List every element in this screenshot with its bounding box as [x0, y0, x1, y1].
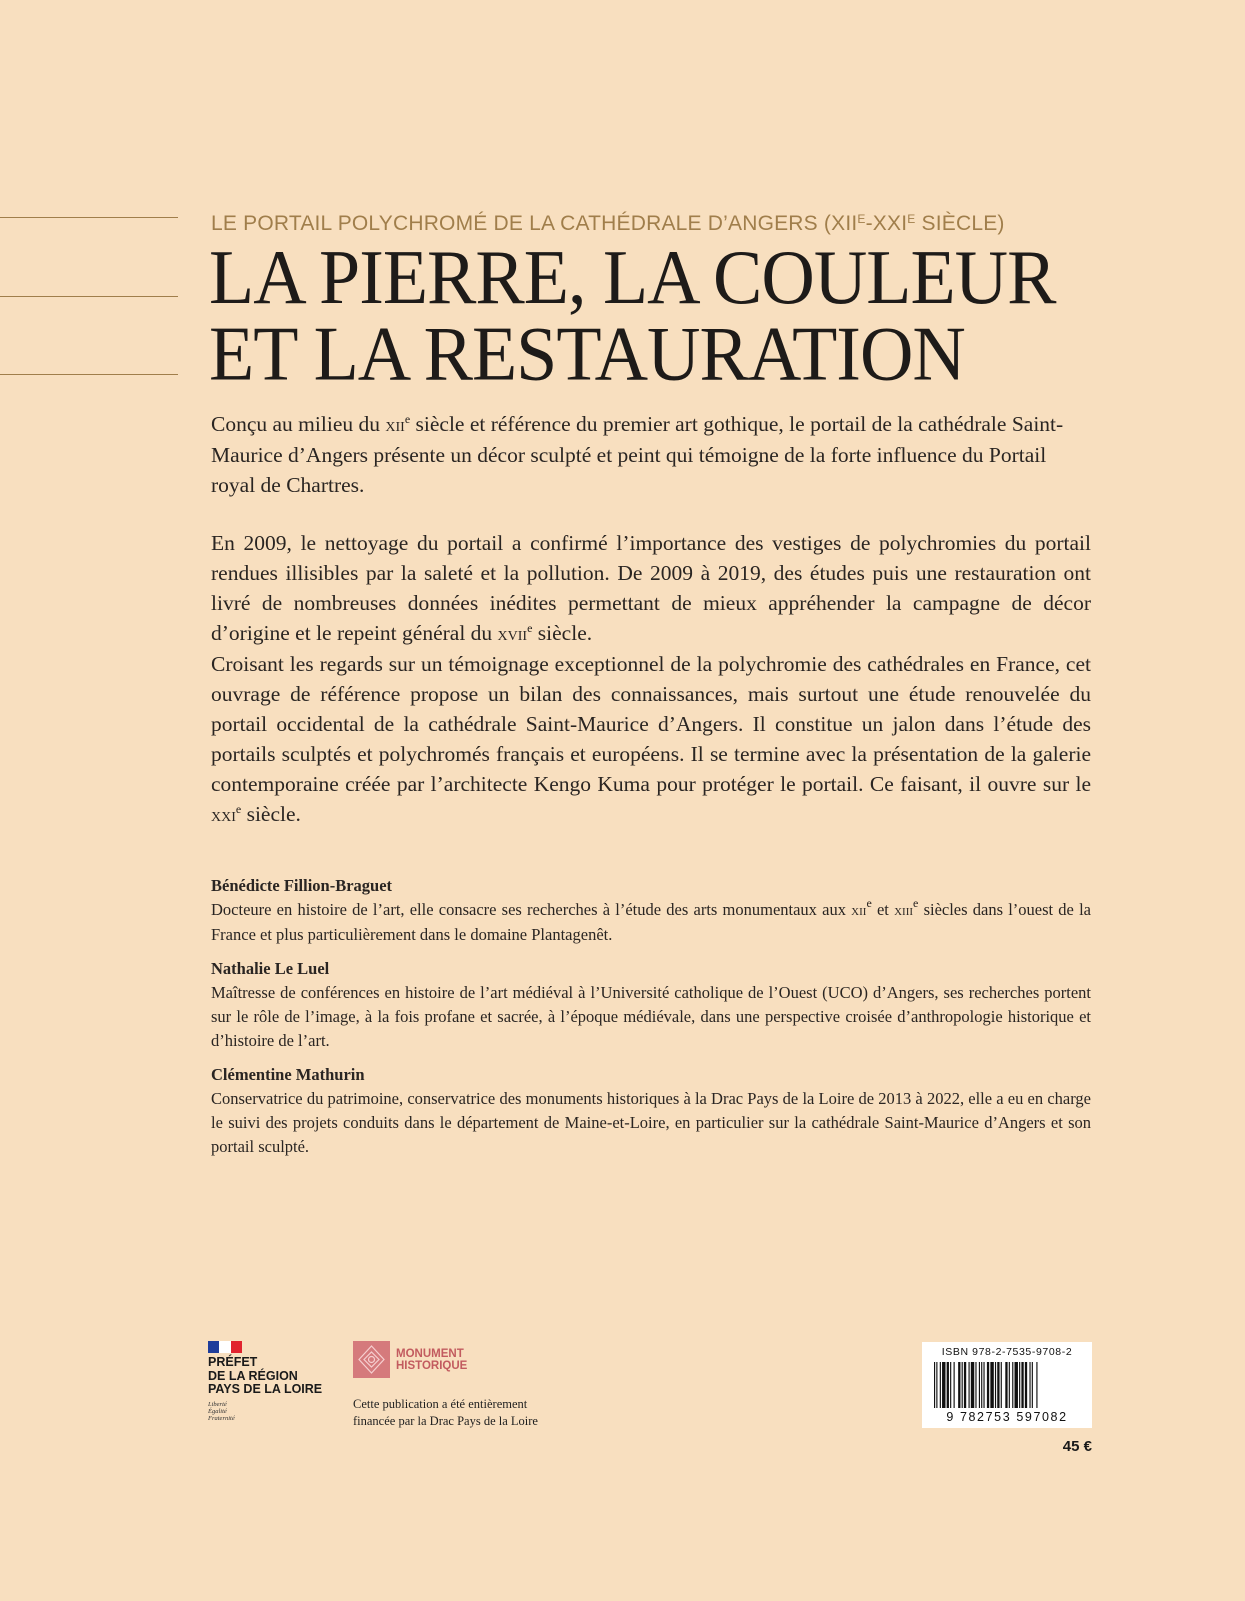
- title-line: ET LA RESTAURATION: [209, 311, 965, 398]
- isbn-label: ISBN 978-2-7535-9708-2: [941, 1346, 1073, 1358]
- author-bios: [211, 874, 1091, 1169]
- text-run: Docteure en histoire de l’art, elle consacre ses recherches à l’étude des arts monumentaux aux: [211, 900, 852, 919]
- logo-text: HISTORIQUE: [396, 1359, 468, 1372]
- motto-text: Égalité: [208, 1407, 227, 1415]
- subtitle-text: SIÈCLE): [915, 212, 1005, 235]
- superscript: e: [527, 621, 533, 635]
- description-paragraphs: [211, 528, 1091, 830]
- superscript: e: [404, 412, 411, 426]
- author-description: Maîtresse de conférences en histoire de l’art médiéval à l’Université catholique de l’Ouest (UCO) d’Angers, ses recherches portent sur le rôle de l’image, à la fois profane et sacrée, à l’époque médiévale, dans une perspective croisée d’anthropologie historique et d’histoire de l’art.: [211, 983, 1091, 1050]
- decorative-rule: [0, 296, 178, 297]
- description-paragraph: [211, 528, 1091, 649]
- logo-text: DE LA RÉGION: [208, 1368, 298, 1383]
- author-bio: [211, 874, 1091, 947]
- century-numeral: xiii: [894, 902, 914, 919]
- text-run: siècle et référence du premier art gothique, le portail de la cathédrale Saint-Maurice d’Angers présente un décor sculpté et peint qui témoigne de la forte influence du Portail royal de Chartres.: [211, 412, 1064, 497]
- french-flag-icon: [208, 1341, 242, 1353]
- funding-text: Cette publication a été entièrement: [353, 1397, 528, 1411]
- text-run: siècle.: [241, 802, 301, 826]
- author-bio: [211, 1063, 1091, 1159]
- logo-text: MONUMENT: [396, 1347, 464, 1360]
- text-run: et: [871, 900, 895, 919]
- text-run: Conçu au milieu du: [211, 412, 386, 436]
- century-numeral: xii: [851, 902, 867, 919]
- text-run: Croisant les regards sur un témoignage exceptionnel de la polychromie des cathédrales en France, cet ouvrage de référence propose un bilan des connaissances, mais surtout une étude renouvelée du portail occidental de la cathédrale Saint-Maurice d’Angers. Il constitue un jalon dans l’étude des portails sculptés et polychromés français et européens. Il se termine avec la présentation de la galerie contemporaine créée par l’architecte Kengo Kuma pour protéger le portail. Ce faisant, il ouvre sur le: [211, 652, 1091, 796]
- subtitle-superscript: E: [857, 212, 866, 226]
- subtitle-text: -XXI: [865, 212, 908, 235]
- monument-historique-icon: [353, 1341, 390, 1378]
- description-paragraph: [211, 649, 1091, 830]
- book-title: [209, 234, 1056, 398]
- isbn-barcode: [922, 1342, 1092, 1428]
- funding-note: [353, 1396, 538, 1430]
- text-run: siècle.: [532, 621, 593, 645]
- subtitle-text: LE PORTAIL POLYCHROMÉ DE LA CATHÉDRALE D’ANGERS (XII: [211, 212, 858, 235]
- author-name: Clémentine Mathurin: [211, 1065, 365, 1084]
- logo-text: PRÉFET: [208, 1355, 258, 1369]
- monument-historique-logo: [353, 1341, 467, 1378]
- author-description: [211, 898, 1091, 947]
- motto-text: Fraternité: [208, 1414, 235, 1422]
- author-name: Nathalie Le Luel: [211, 959, 330, 978]
- decorative-rule: [0, 217, 178, 218]
- funding-text: financée par la Drac Pays de la Loire: [353, 1414, 538, 1428]
- author-description: Conservatrice du patrimoine, conservatrice des monuments historiques à la Drac Pays de la Loire de 2013 à 2022, elle a eu en charge le suivi des projets conduits dans le département de Maine-et-Loire, en particulier sur la cathédrale Saint-Maurice d’Angers et son portail sculpté.: [211, 1089, 1091, 1156]
- subtitle-superscript: E: [907, 212, 916, 226]
- author-name: Bénédicte Fillion-Braguet: [211, 876, 393, 895]
- author-bio: [211, 957, 1091, 1053]
- logo-text: PAYS DE LA LOIRE: [208, 1382, 323, 1396]
- century-numeral: xxi: [211, 804, 236, 826]
- superscript: e: [235, 802, 242, 816]
- superscript: e: [913, 896, 919, 910]
- price: 45 €: [1062, 1438, 1092, 1455]
- century-numeral: xvii: [497, 623, 528, 645]
- prefet-logo: [208, 1341, 322, 1422]
- superscript: e: [866, 896, 872, 910]
- century-numeral: xii: [385, 414, 405, 436]
- book-subtitle: [211, 212, 1005, 236]
- barcode-number: 9 782753 597082: [946, 1410, 1068, 1424]
- text-run: En 2009, le nettoyage du portail a confirmé l’importance des vestiges de polychromies du portail rendues illisibles par la saleté et la pollution. De 2009 à 2019, des études puis une restauration ont livré de nombreuses données inédites permettant de mieux appréhender la campagne de décor d’origine et le repeint général du: [211, 531, 1091, 645]
- description-paragraph: [211, 409, 1091, 500]
- title-line: LA PIERRE, LA COULEUR: [209, 234, 1056, 321]
- motto-text: Liberté: [208, 1400, 227, 1408]
- text-run: siècles dans l’ouest de la France et plus particulièrement dans le domaine Plantagenêt.: [211, 900, 1091, 944]
- decorative-rule: [0, 374, 178, 375]
- barcode-icon: [934, 1362, 1080, 1410]
